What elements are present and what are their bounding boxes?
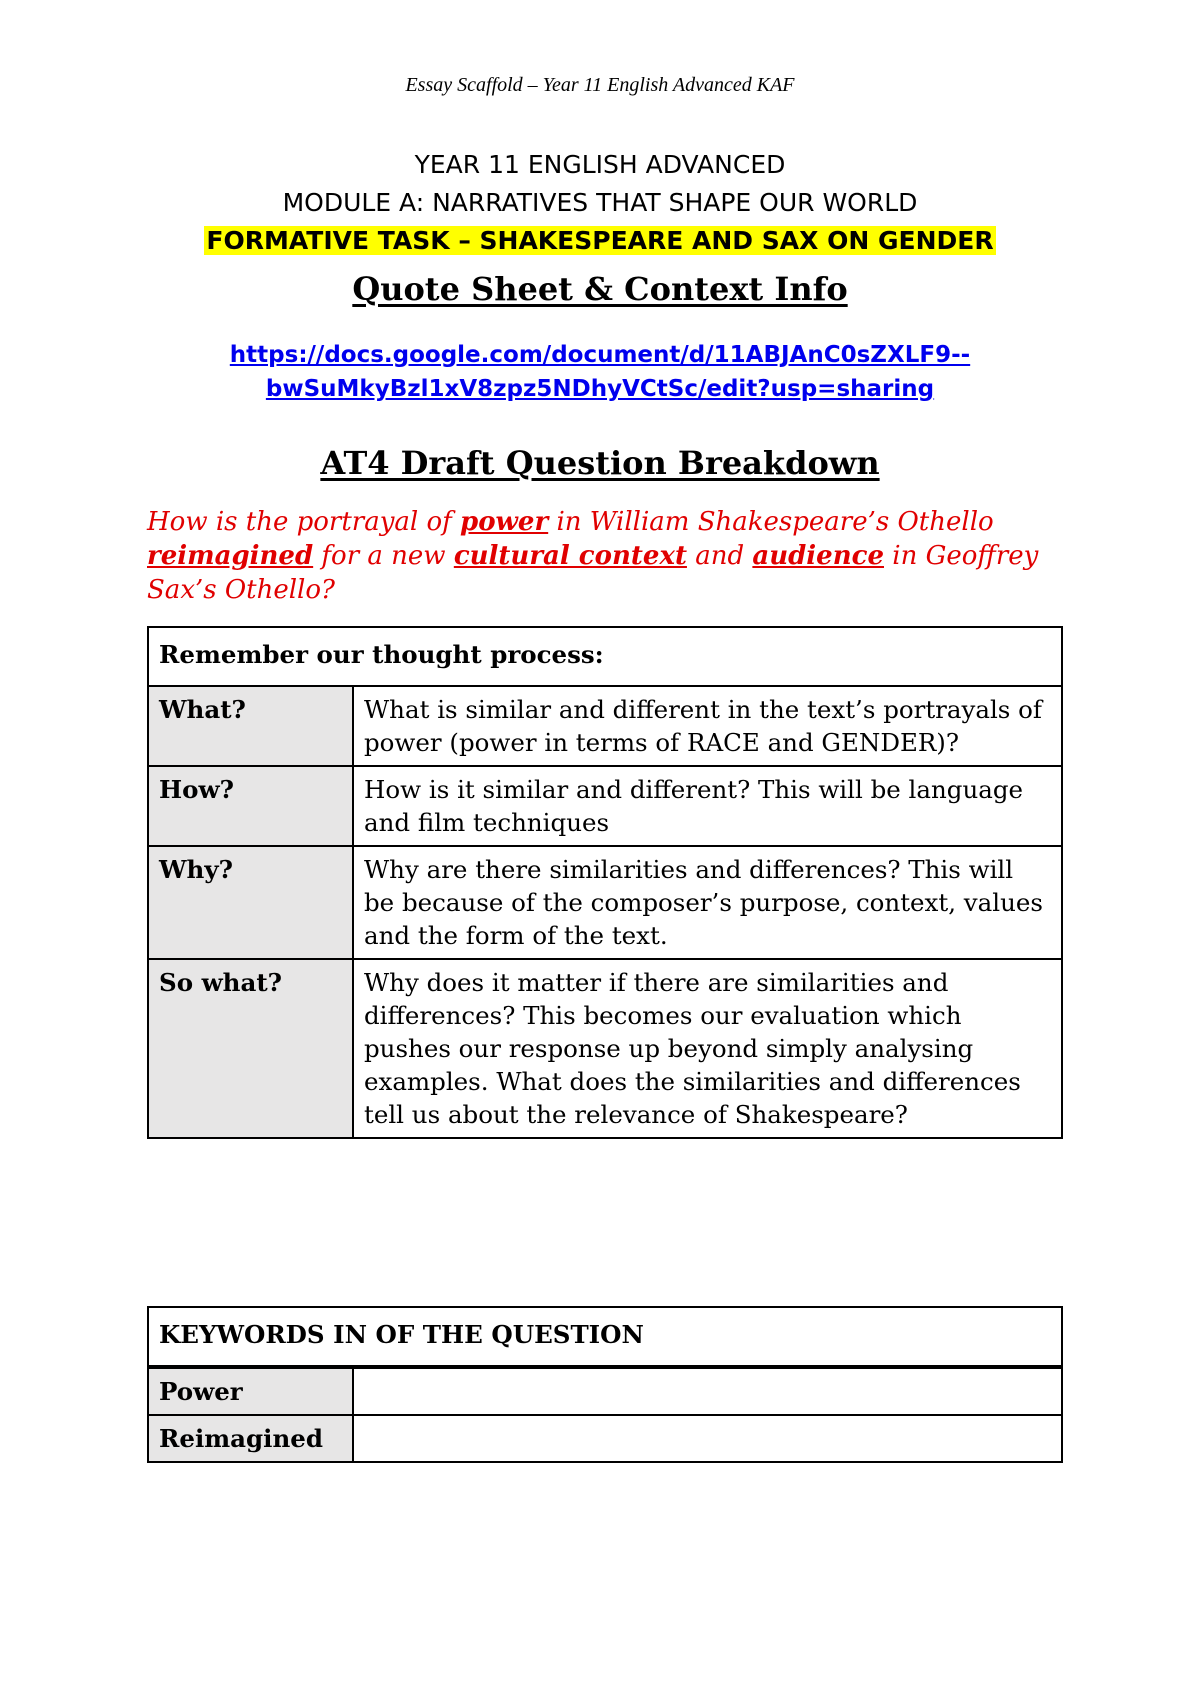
row-text: Why does it matter if there are similarities and differences? This becomes our evaluation which pushes our response up beyond simply analysing examples. What does the similarities and differences tell us about the relevance of Shakespeare?	[353, 959, 1062, 1138]
quote-sheet-heading: Quote Sheet & Context Info	[352, 270, 848, 308]
question-text: for a new	[313, 541, 454, 571]
table-row	[148, 959, 1062, 1138]
keywords-header: KEYWORDS IN OF THE QUESTION	[148, 1307, 1062, 1367]
question-text: and	[686, 541, 753, 571]
essay-question	[147, 505, 1047, 607]
keyword-notes-cell[interactable]	[353, 1367, 1062, 1415]
link-line-2[interactable]: bwSuMkyBzl1xV8zpz5NDhyVCtSc/edit?usp=sharing	[265, 376, 935, 402]
row-text: How is it similar and different? This will be language and film techniques	[353, 766, 1062, 846]
title-block	[0, 146, 1200, 260]
table-row	[148, 686, 1062, 766]
keywords-table	[147, 1306, 1063, 1463]
title-year: YEAR 11 ENGLISH ADVANCED	[414, 150, 786, 179]
keyword-reimagined: reimagined	[147, 541, 314, 571]
table-row	[148, 846, 1062, 959]
question-text: in Geoffrey Sax’s Othello?	[147, 541, 1039, 605]
row-text: What is similar and different in the text’s portrayals of power (power in terms of RACE and GENDER)?	[353, 686, 1062, 766]
title-module: MODULE A: NARRATIVES THAT SHAPE OUR WORLD	[282, 188, 918, 217]
quote-sheet-link[interactable]	[0, 338, 1200, 406]
keyword-label: Power	[148, 1367, 353, 1415]
row-label: What?	[148, 686, 353, 766]
table-row	[148, 766, 1062, 846]
row-label: So what?	[148, 959, 353, 1138]
keyword-power: power	[460, 507, 549, 537]
question-text: How is the portrayal of	[147, 507, 461, 537]
title-task: FORMATIVE TASK – SHAKESPEARE AND SAX ON GENDER	[206, 226, 994, 255]
row-label: How?	[148, 766, 353, 846]
keyword-label: Reimagined	[148, 1415, 353, 1462]
keyword-audience: audience	[752, 541, 884, 571]
table-row	[148, 1367, 1062, 1415]
question-text: in William Shakespeare’s Othello	[548, 507, 994, 537]
thought-process-header: Remember our thought process:	[148, 627, 1062, 686]
link-line-1[interactable]: https://docs.google.com/document/d/11ABJAnC0sZXLF9--	[229, 342, 971, 368]
row-text: Why are there similarities and differences? This will be because of the composer’s purpose, context, values and the form of the text.	[353, 846, 1062, 959]
row-label: Why?	[148, 846, 353, 959]
breakdown-heading: AT4 Draft Question Breakdown	[320, 444, 880, 482]
table-row	[148, 1415, 1062, 1462]
keyword-cultural-context: cultural context	[453, 541, 687, 571]
thought-process-table	[147, 626, 1063, 1139]
page-header: Essay Scaffold – Year 11 English Advanced KAF	[405, 74, 795, 96]
keyword-notes-cell[interactable]	[353, 1415, 1062, 1462]
